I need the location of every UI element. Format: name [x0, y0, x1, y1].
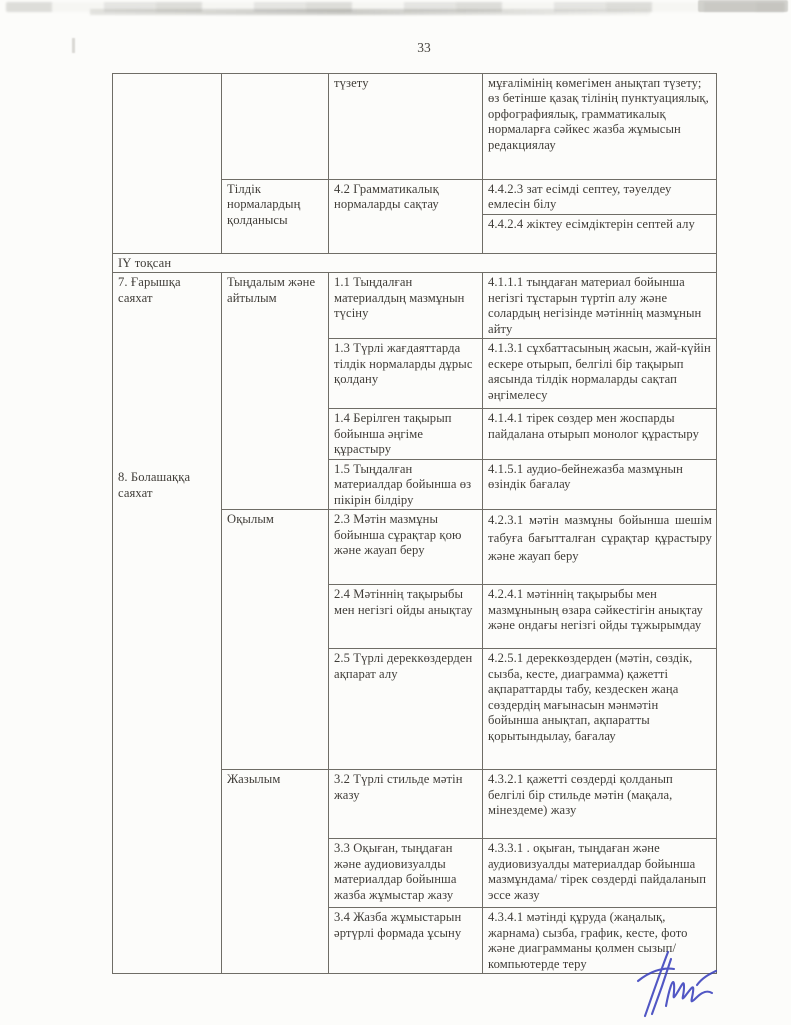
objective-cell: 4.3.2.1 қажетті сөздерді қолданып белгілі бір стильде мәтін (мақала, мінездеме) жазу — [483, 770, 717, 839]
strand-cell-empty — [222, 74, 329, 180]
signature-icon — [633, 946, 719, 1020]
skill-cell: 1.1 Тыңдалған материалдың мазмұнын түсіну — [329, 273, 483, 339]
unit-8-label: 8. Болашаққа саяхат — [118, 470, 191, 500]
skill-cell: 1.4 Берілген тақырып бойынша әңгіме құрастыру — [329, 409, 483, 459]
objective-cell: 4.4.2.3 зат есімді септеу, тәуелдеу емлесін білу — [483, 180, 717, 215]
objective-cell: 4.1.5.1 аудио-бейнежазба мазмұнын өзіндік бағалау — [483, 459, 717, 509]
objective-cell: 4.1.4.1 тірек сөздер мен жоспарды пайдалана отырып монолог құрастыру — [483, 409, 717, 459]
skill-cell: 2.4 Мәтіннің тақырыбы мен негізгі ойды анықтау — [329, 585, 483, 649]
skill-cell: 4.2 Грамматикалық нормаларды сақтау — [329, 180, 483, 254]
strand-cell-writing: Жазылым — [222, 770, 329, 974]
objective-cell: мұғалімінің көмегімен анықтап түзету; өз бетінше қазақ тілінің пунктуациялық, орфографиялық, грамматикалық нормаларға сәйкес жазба жұмысын редакциялау — [483, 74, 717, 180]
curriculum-table — [112, 73, 717, 974]
skill-cell: 3.4 Жазба жұмыстарын әртүрлі формада ұсыну — [329, 908, 483, 974]
objective-cell: 4.3.4.1 мәтінді құруда (жаңалық, жарнама) сызба, график, кесте, фото және диаграмманы қолмен сызып/компьютерде теру — [483, 908, 717, 974]
objective-cell: 4.4.2.4 жіктеу есімдіктерін септей алу — [483, 215, 717, 254]
objective-cell: 4.1.3.1 сұхбаттасының жасын, жай-күйін ескере отырып, белгілі бір тақырып аясында тілдік нормаларды сақтап әңгімелесу — [483, 339, 717, 409]
scan-noise-mark — [72, 38, 75, 53]
strand-cell: Тілдік нормалардың қолданысы — [222, 180, 329, 254]
skill-cell: 1.5 Тыңдалған материалдар бойынша өз пікірін білдіру — [329, 459, 483, 509]
handwritten-signature — [633, 946, 719, 1020]
skill-cell: 2.5 Түрлі дереккөздерден ақпарат алу — [329, 649, 483, 770]
unit-cell — [113, 273, 222, 974]
table-row — [113, 273, 717, 339]
objective-cell: 4.3.3.1 . оқыған, тыңдаған және аудиовизуалды материалдар бойынша мазмұндама/ тірек сөздерді пайдаланып эссе жазу — [483, 839, 717, 908]
objective-cell: 4.2.3.1 мәтін мазмұны бойынша шешім табуға бағытталған сұрақтар құрастыру және жауап беру — [483, 510, 717, 585]
objective-cell: 4.2.5.1 дереккөздерден (мәтін, сөздік, сызба, кесте, диаграмма) қажетті ақпараттарды табу, кездескен жаңа сөздердің мағынасын мәнмәтін бойынша анықтап, ақпаратты қорытындылау, бағалау — [483, 649, 717, 770]
skill-cell: 2.3 Мәтін мазмұны бойынша сұрақтар қою және жауап беру — [329, 510, 483, 585]
unit-7-label: 7. Ғарышқа саяхат — [118, 275, 181, 305]
quarter-label: ІҮ тоқсан — [113, 254, 717, 273]
strand-cell-reading: Оқылым — [222, 510, 329, 770]
strand-cell-listening: Тыңдалым және айтылым — [222, 273, 329, 510]
skill-cell: түзету — [329, 74, 483, 180]
unit-cell-empty — [113, 74, 222, 254]
table-row — [113, 74, 717, 180]
objective-cell: 4.1.1.1 тыңдаған материал бойынша негізгі тұстарын түртіп алу және солардың негізінде мәтіннің мазмұнын айту — [483, 273, 717, 339]
page-number: 33 — [417, 40, 431, 55]
skill-cell: 3.2 Түрлі стильде мәтін жазу — [329, 770, 483, 839]
objective-cell: 4.2.4.1 мәтіннің тақырыбы мен мазмұнының өзара сәйкестігін анықтау және ондағы негізгі ойды тұжырымдау — [483, 585, 717, 649]
skill-cell: 1.3 Түрлі жағдаяттарда тілдік нормаларды дұрыс қолдану — [329, 339, 483, 409]
scan-noise-strip-2 — [90, 9, 650, 15]
skill-cell: 3.3 Оқыған, тыңдаған және аудиовизуалды материалдар бойынша жазба жұмыстар жазу — [329, 839, 483, 908]
scan-noise-corner — [698, 0, 788, 12]
quarter-row — [113, 254, 717, 273]
